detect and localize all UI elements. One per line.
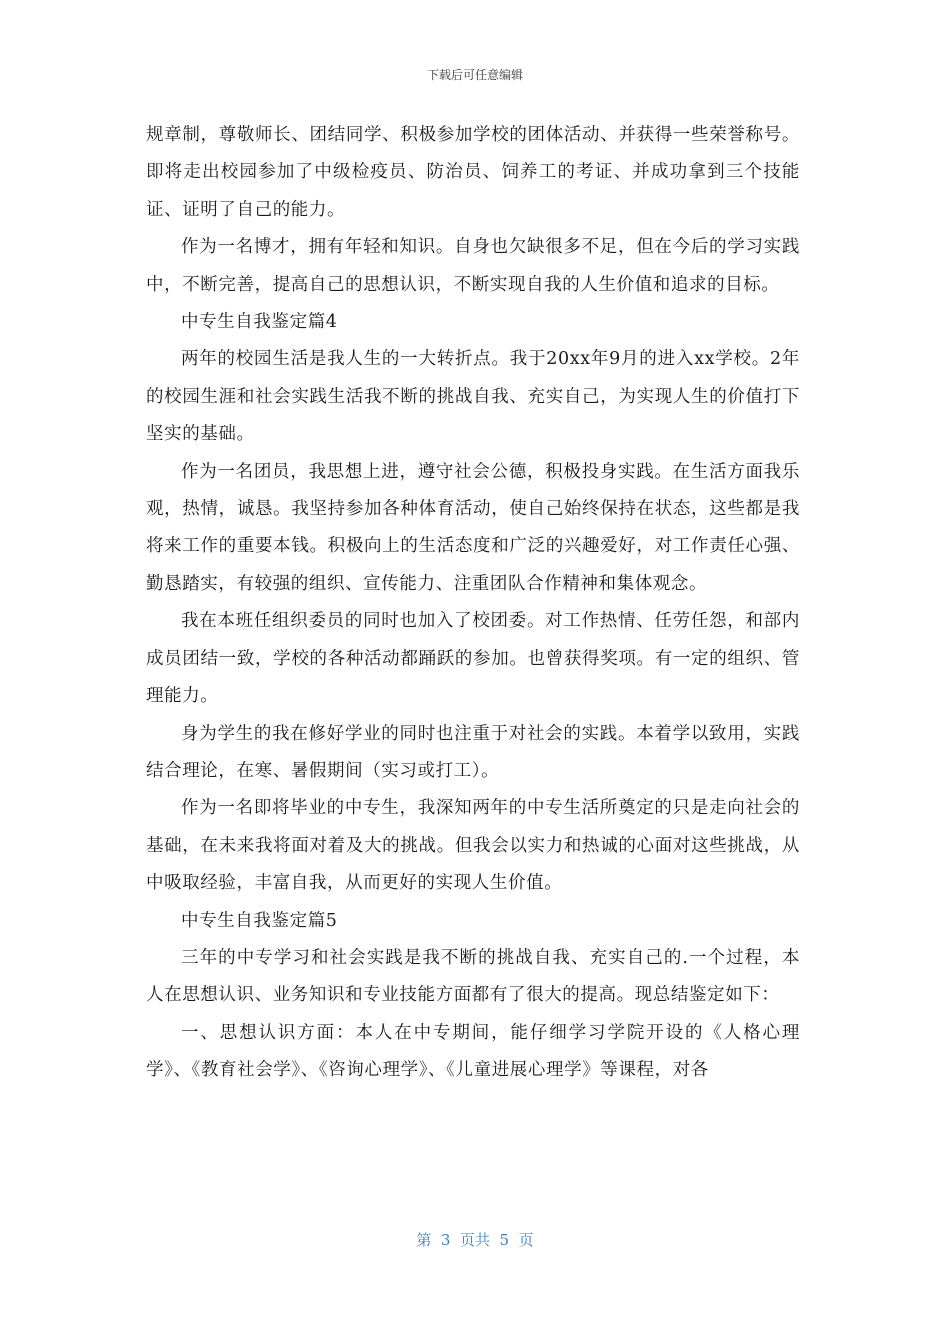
paragraph-5: 我在本班任组织委员的同时也加入了校团委。对工作热情、任劳任怨，和部内成员团结一致，学校的各种活动都踊跃的参加。也曾获得奖项。有一定的组织、管理能力。	[146, 611, 800, 707]
paragraph-3: 两年的校园生活是我人生的一大转折点。我于20xx年9月的进入xx学校。2年的校园生涯和社会实践生活我不断的挑战自我、充实自己，为实现人生的价值打下坚实的基础。	[146, 349, 800, 445]
paragraph-2: 作为一名博才，拥有年轻和知识。自身也欠缺很多不足，但在今后的学习实践中，不断完善，提高自己的思想认识，不断实现自我的人生价值和追求的目标。	[146, 237, 800, 295]
section-heading-5: 中专生自我鉴定篇5	[181, 910, 338, 931]
paragraph-4: 作为一名团员，我思想上进，遵守社会公德，积极投身实践。在生活方面我乐观，热情，诚恳。我坚持参加各种体育活动，使自己始终保持在状态，这些都是我将来工作的重要本钱。积极向上的生活态度和广泛的兴趣爱好，对工作责任心强、勤恳踏实，有较强的组织、宣传能力、注重团队合作精神和集体观念。	[146, 461, 800, 594]
page-header: 下载后可任意编辑	[426, 68, 523, 82]
document-body	[146, 117, 800, 1090]
paragraph-1: 规章制，尊敬师长、团结同学、积极参加学校的团体活动、并获得一些荣誉称号。即将走出校园参加了中级检疫员、防治员、饲养工的考证、并成功拿到三个技能证、证明了自己的能力。	[146, 125, 800, 220]
paragraph-9: 一、思想认识方面：本人在中专期间，能仔细学习学院开设的《人格心理学》、《教育社会学》、《咨询心理学》、《儿童进展心理学》等课程，对各	[146, 1022, 800, 1081]
paragraph-8: 三年的中专学习和社会实践是我不断的挑战自我、充实自己的.一个过程，本人在思想认识、业务知识和专业技能方面都有了很大的提高。现总结鉴定如下：	[146, 947, 800, 1006]
paragraph-6: 身为学生的我在修好学业的同时也注重于对社会的实践。本着学以致用，实践结合理论，在寒、暑假期间（实习或打工）。	[146, 723, 800, 781]
page-footer: 第 3 页共 5 页	[416, 1231, 534, 1249]
section-heading-4: 中专生自我鉴定篇4	[181, 312, 338, 333]
paragraph-7: 作为一名即将毕业的中专生，我深知两年的中专生活所奠定的只是走向社会的基础，在未来我将面对着及大的挑战。但我会以实力和热诚的心面对这些挑战，从中吸取经验，丰富自我，从而更好的实现人生价值。	[146, 798, 800, 894]
